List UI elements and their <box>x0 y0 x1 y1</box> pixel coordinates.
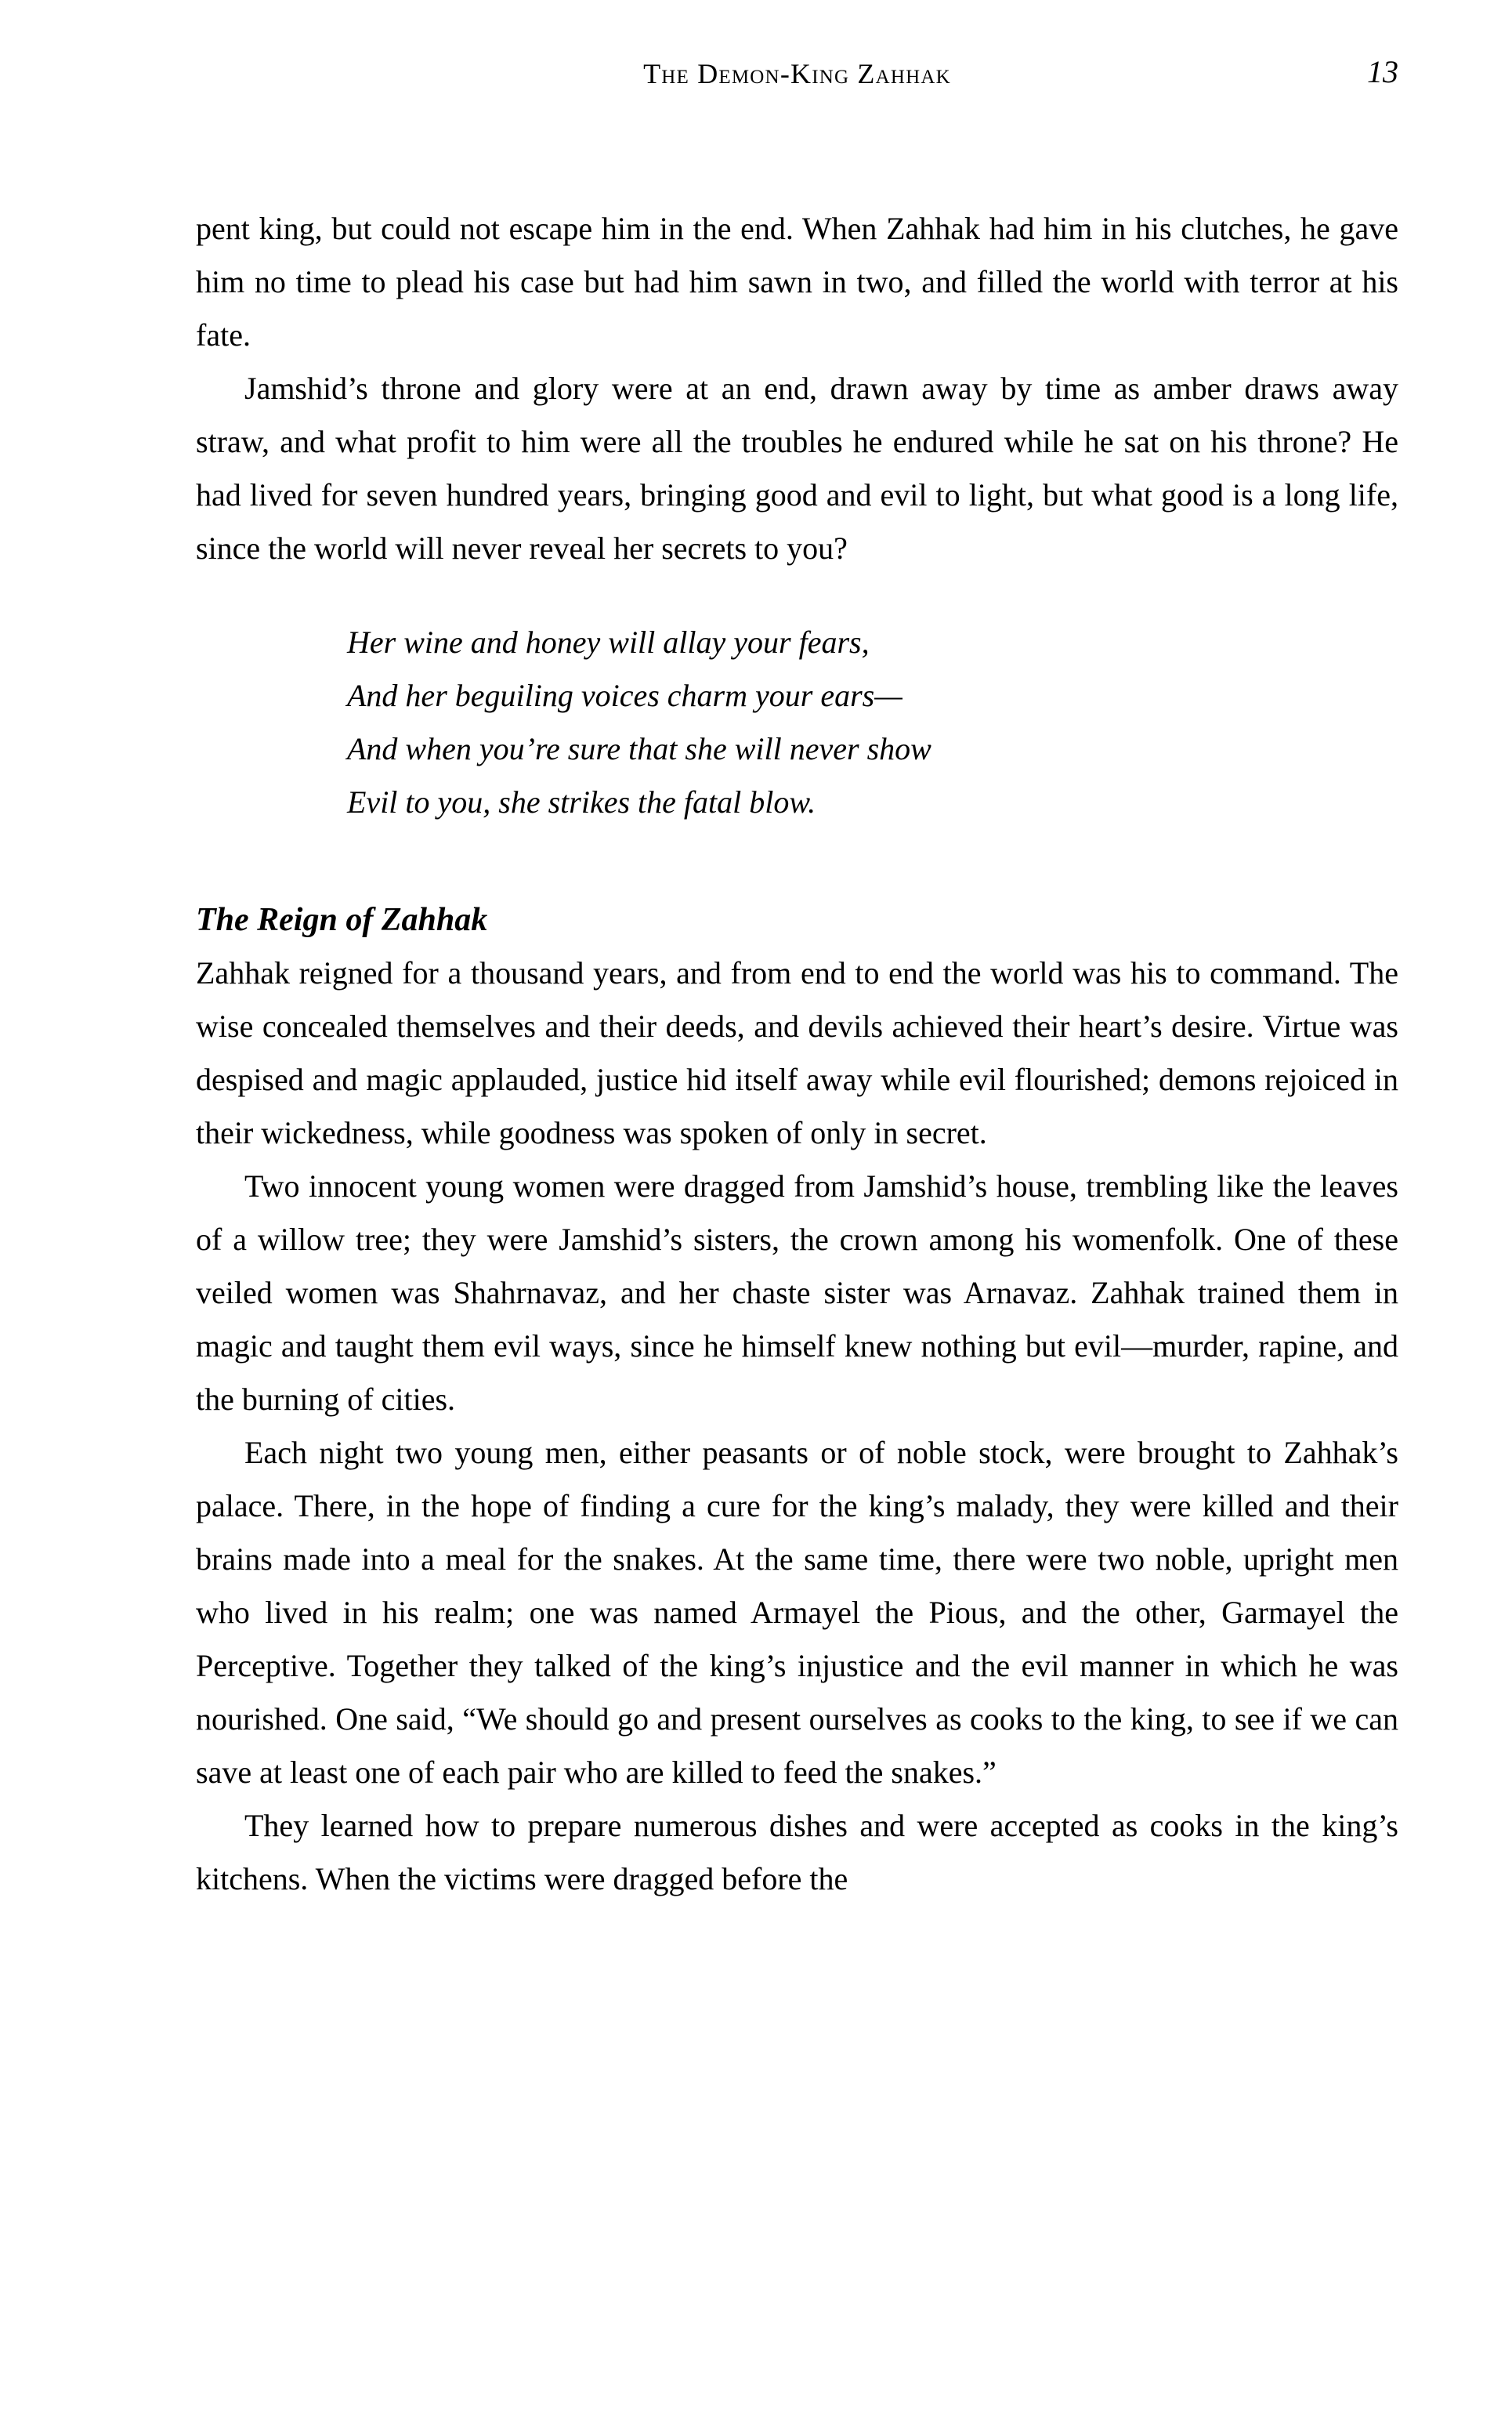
verse-line: And her beguiling voices charm your ears— <box>347 678 902 713</box>
verse-block <box>196 616 1398 829</box>
section-heading: The Reign of Zahhak <box>196 902 488 938</box>
verse-line: Her wine and honey will allay your fears, <box>347 625 870 660</box>
running-head-title: The Demon-King Zahhak <box>643 58 951 89</box>
verse-line: Evil to you, she strikes the fatal blow. <box>347 784 816 820</box>
verse-spacer-bottom <box>196 829 1398 893</box>
page-number: 13 <box>1367 54 1398 89</box>
paragraph-each-night: Each night two young men, either peasants or of noble stock, were brought to Zahhak’s palace. There, in the hope of finding a cure for the king’s malady, they were killed and their brains made into a meal for the snakes. At the same time, there were two noble, upright men who lived in his realm; one was named Armayel the Pious, and the other, Garmayel the Perceptive. Together they talked of the king’s injustice and the evil manner in which he was nourished. One said, “We should go and present ourselves as cooks to the king, to see if we can save at least one of each pair who are killed to feed the snakes.” <box>196 1435 1398 1790</box>
text-block <box>196 202 1398 1906</box>
verse-line: And when you’re sure that she will never show <box>347 731 931 766</box>
running-head <box>196 54 1398 103</box>
paragraph-they-learned: They learned how to prepare numerous dishes and were accepted as cooks in the king’s kitchens. When the victims were dragged before the <box>196 1808 1398 1896</box>
paragraph-jamshid-throne: Jamshid’s throne and glory were at an end, drawn away by time as amber draws away straw, and what profit to him were all the troubles he endured while he sat on his throne? He had lived for seven hundred years, bringing good and evil to light, but what good is a long life, since the world will never reveal her secrets to you? <box>196 371 1398 566</box>
paragraph-reign-opening: Zahhak reigned for a thousand years, and from end to end the world was his to command. The wise concealed themselves and their deeds, and devils achieved their heart’s desire. Virtue was despised and magic applauded, justice hid itself away while evil flourished; demons rejoiced in their wickedness, while goodness was spoken of only in secret. <box>196 955 1398 1150</box>
paragraph-two-women: Two innocent young women were dragged from Jamshid’s house, trembling like the leaves of a willow tree; they were Jamshid’s sisters, the crown among his womenfolk. One of these veiled women was Shahrnavaz, and her chaste sister was Arnavaz. Zahhak trained them in magic and taught them evil ways, since he himself knew nothing but evil—murder, rapine, and the burning of cities. <box>196 1168 1398 1417</box>
paragraph-continued: pent king, but could not escape him in the end. When Zahhak had him in his clutches, he gave him no time to plead his case but had him sawn in two, and filled the world with terror at his fate. <box>196 211 1398 353</box>
verse-spacer-top <box>196 575 1398 616</box>
